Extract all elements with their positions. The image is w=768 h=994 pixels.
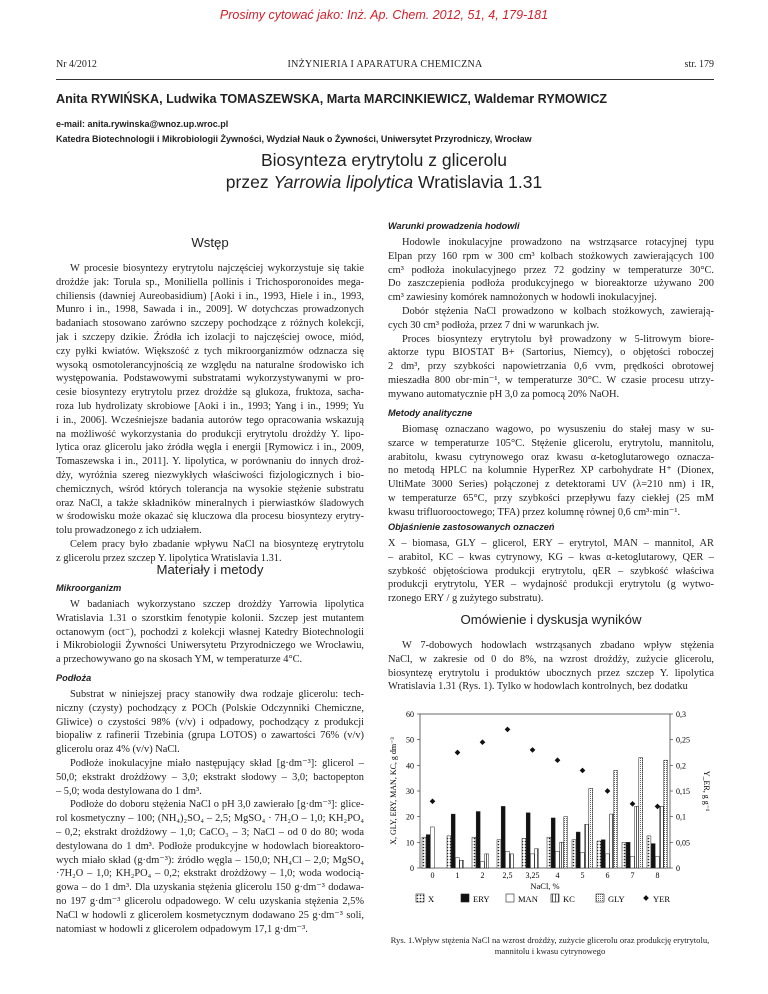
legend-label-man: MAN	[518, 894, 538, 904]
x-tick-label: 5	[580, 871, 585, 880]
bar-ery	[551, 818, 555, 868]
legend-swatch-yer	[643, 895, 649, 901]
text-line: badaniach stosowano zarówno szczepy pochodzące z różnych kolekcji,	[56, 318, 364, 330]
text-line: jak i szczepy dzikie. Źródła ich izolacji to najczęściej owoce, miód,	[56, 331, 364, 343]
heading-wstep: Wstęp	[191, 235, 229, 250]
marker-yer	[455, 750, 461, 756]
heading-warunki: Warunki prowadzenia hodowli	[388, 221, 520, 231]
marker-yer	[480, 739, 486, 745]
text-line: Elpan przy 160 rpm w 300 cm³ kolbach stożkowych zawierających 100	[388, 250, 714, 262]
y-tick-label-left: 0	[410, 864, 414, 873]
text-line: chemicznych, wśród których tolerancja na wysokie stężenie substratu	[56, 483, 364, 495]
bar-man	[555, 851, 559, 868]
text-line: w środowisku może okazać się kluczowa dla procesu biosyntezy erytry-	[56, 511, 364, 523]
bar-man	[605, 854, 609, 868]
objasnienie-body	[388, 537, 714, 606]
issue-number: Nr 4/2012	[56, 59, 97, 70]
bar-ery	[501, 806, 505, 868]
y-tick-label-left: 20	[406, 812, 414, 822]
text-line: czy pyłki kwiatów. Większość z tych mikroorganizmów odznacza się	[56, 345, 364, 357]
y-axis-label-right: Y_ER, g g⁻¹	[702, 770, 711, 812]
text-line: gowa – do 1 dm³. Dla uzyskania stężenia glicerolu 150 g·dm⁻³ dodawa-	[56, 882, 364, 894]
text-line: glicerolu oraz 4% (v/v) NaCl.	[56, 744, 180, 756]
text-line: cesie biosyntezy erytrytolu przez drożdże są glukoza, fruktoza, sacha-	[56, 387, 364, 399]
bar-kc	[610, 814, 614, 868]
text-line: biosyntezę erytrytolu i produktów ubocznych przez szczep Y. lipolytica	[388, 667, 714, 679]
text-line: destylowana do 1 dm³. Podłoże produkcyjne w hodowlach bioreaktoro-	[56, 840, 364, 852]
warunki-body	[388, 236, 714, 402]
bar-man	[630, 856, 634, 868]
bar-ery	[576, 832, 580, 868]
bar-kc	[560, 842, 564, 868]
title-line-2: przez Yarrowia lipolytica Wratislavia 1.31	[225, 172, 543, 192]
text-line: Podłoże inokulacyjne miało następujący skład [g·dm⁻³]: glicerol –	[70, 757, 364, 769]
bar-man	[655, 856, 659, 868]
email: e-mail: anita.rywinska@wnoz.up.wroc.pl	[56, 119, 229, 129]
text-line: niczny (czysty) pochodzący z POCh (Polskie Odczynniki Chemiczne,	[56, 702, 364, 714]
legend-swatch-x	[416, 894, 424, 902]
bar-gly	[614, 770, 618, 868]
legend-swatch-gly	[596, 894, 604, 902]
bar-ery	[476, 812, 480, 868]
text-line: – 5,0; woda destylowana do 1 dm³.	[56, 785, 202, 797]
text-line: lytica oraz glicerolu jako źródła węgla i energii [Rymowicz i in., 2009,	[56, 442, 364, 454]
text-line: Munro i in., 1998, Sawada i in., 2009]. W dotychczas prowadzonych	[56, 304, 364, 316]
chart-figure	[380, 708, 718, 934]
y-tick-label-right: 0	[676, 864, 680, 873]
text-line: Do zaszczepienia podłoża produkcyjnego w bioreaktorze używano 200	[388, 278, 714, 290]
x-tick-label: 7	[630, 871, 635, 880]
text-line: aktorze typu BIOSTAT B+ (Sartorius, Niemcy), o objętości roboczej	[388, 347, 714, 359]
text-line: X – biomasa, GLY – glicerol, ERY – erytrytol, MAN – mannitol, AR	[388, 538, 714, 549]
marker-yer	[630, 801, 636, 807]
bar-x	[422, 837, 426, 868]
y-tick-label-right: 0,2	[676, 761, 686, 771]
bar-x	[497, 840, 501, 868]
text-line: NaCl w hodowli z glicerolem kosmetycznym dodawano 25 g·dm⁻³ soli,	[56, 909, 364, 921]
text-line: 2 dm³, przy szybkości napowietrzania 0,6 vvm, prędkości obrotowej	[388, 361, 714, 373]
heading-omowienie: Omówienie i dyskusja wyników	[460, 612, 642, 627]
text-line: Gliwice) o czystości 98% (v/v) i odpadowy, pochodzący z produkcji	[56, 716, 364, 728]
legend-swatch-man	[506, 894, 514, 902]
y-tick-label-right: 0,25	[676, 735, 690, 745]
text-line: – arabitol, KC – kwas cytrynowy, KG – kwas α-ketoglutarowy, QER –	[388, 551, 714, 563]
text-line: wysoką osmotolerancyjnością ze względu na naturalne środowisko ich	[56, 359, 364, 371]
citation-banner: Prosimy cytować jako: Inż. Ap. Chem. 2012, 51, 4, 179-181	[219, 8, 549, 22]
y-tick-label-right: 0,05	[676, 838, 690, 848]
text-line: 50,0; ekstrakt drożdżowy – 3,0; ekstrakt słodowy – 3,0; bactopepton	[56, 771, 364, 783]
heading-mikroorganizm: Mikroorganizm	[56, 583, 122, 593]
text-line: W badaniach wykorzystano szczep drożdży Yarrowia lipolytica	[70, 599, 364, 610]
bar-kc	[535, 849, 539, 868]
y-tick-label-right: 0,15	[676, 787, 690, 796]
marker-yer	[605, 788, 611, 794]
marker-yer	[430, 798, 436, 804]
text-line: na możliwość wykorzystania do produkcji erytrytolu drożdży Y. lipo-	[56, 428, 364, 440]
text-line: Substrat w niniejszej pracy stanowiły dwa rodzaje glicerolu: tech-	[70, 689, 364, 700]
bar-gly	[639, 758, 643, 868]
bar-ery	[426, 835, 430, 868]
x-tick-label: 2,5	[502, 871, 513, 880]
x-tick-label: 3,25	[525, 871, 540, 880]
text-line: rol kosmetyczny – 100; (NH₄)₂SO₄ – 2,5; MgSO₄ · 7H₂O – 1,0; KH₂PO₄	[56, 813, 364, 825]
text-line: no 197 g·dm⁻³ glicerolu odpadowego. W celu uzyskania stężenia 2,5%	[56, 895, 364, 907]
bar-x	[622, 842, 626, 868]
text-line: szarce w temperaturze 105°C. Stężenie glicerolu, erytrytolu, mannitolu,	[388, 437, 714, 449]
text-line: z glicerolu przez szczep Y. lipolytica Wratislavia 1.31.	[56, 552, 282, 564]
text-line: cm³ zawiesiny komórek namnożonych w hodowli inokulacyjnej.	[388, 292, 657, 304]
text-line: cm³ podłoża inokulacyjnego przez 72 godziny w temperaturze 30°C.	[388, 264, 714, 276]
bar-man	[530, 854, 534, 868]
bar-man	[580, 853, 584, 868]
text-line: rzonego ERY / g zużytego substratu).	[388, 593, 544, 605]
bar-man	[430, 827, 434, 868]
text-line: NaCl, w zakresie od 0 do 8%, na wzrost drożdży, zużycie glicerolu,	[388, 653, 714, 665]
bar-x	[597, 841, 601, 868]
text-line: natomiast w hodowli z glicerolem odpadowym 17,1 g·dm⁻³.	[56, 923, 308, 935]
bar-kc	[510, 854, 514, 868]
legend-label-gly: GLY	[608, 894, 625, 904]
heading-materialy: Materiały i metody	[156, 562, 264, 577]
section-wstep	[56, 236, 364, 250]
podloza-body	[56, 688, 364, 936]
legend-swatch-kc	[551, 894, 559, 902]
bar-ery	[651, 844, 655, 868]
x-axis-label: NaCl, %	[530, 881, 560, 891]
bar-x	[547, 837, 551, 868]
y-tick-label-left: 10	[406, 838, 414, 848]
bar-kc	[635, 806, 639, 868]
bar-x	[522, 838, 526, 868]
text-line: mywano automatycznie pH 3,0 za pomocą 20% NaOH.	[388, 388, 620, 400]
text-line: W 7-dobowych hodowlach wstrząsanych zbadano wpływ stężenia	[402, 640, 714, 651]
text-line: Wratislavia 1.31 o szorstkim fenotypie kolonii. Szczep jest mutantem	[56, 612, 364, 624]
text-line: Podłoże do doboru stężenia NaCl o pH 3,0 zawierało [g·dm⁻³]: glice-	[70, 799, 364, 811]
x-tick-label: 0	[430, 871, 435, 880]
text-line: produkcji erytrytolu, YER – wydajność produkcji erytrytolu (g wytwo-	[388, 579, 714, 591]
marker-yer	[555, 757, 561, 763]
y-tick-label-left: 40	[406, 761, 414, 771]
text-line: Hodowle inokulacyjne prowadzono na wstrząsarce rotacyjnej typu	[402, 237, 714, 248]
text-line: biopaliw z rafinerii Trzebinia (grupa LOTOS) o zawartości 76% (v/v)	[56, 730, 364, 742]
text-line: Biomasę oznaczano wagowo, po wysuszeniu do stałej masy w su-	[402, 424, 714, 435]
bar-man	[480, 862, 484, 868]
bar-ery	[451, 814, 455, 868]
x-tick-label: 2	[480, 871, 485, 880]
text-line: Celem pracy było zbadanie wpływu NaCl na biosyntezę erytrytolu	[70, 538, 364, 550]
x-tick-label: 4	[555, 871, 560, 880]
bar-x	[472, 837, 476, 868]
text-line: dży, wyróżnia szereg niezwykłych właściwości fizjologicznych i bio-	[56, 469, 364, 481]
bar-ery	[601, 840, 605, 868]
text-line: drożdże jak: Torula sp., Moniliella pollinis i Trichosporonoides mega-	[56, 276, 364, 288]
text-line: Tomaszewska i in., 2011]. Y. lipolytica, w porównaniu do innych droż-	[56, 456, 364, 468]
text-line: octanowym (oct⁻), pochodzi z kolekcji własnej Katedry Biotechnologii	[56, 626, 364, 638]
text-line: chiliensis (dawniej Aureobasidium) [Aoki i in., 1993, Hiele i in., 1993,	[56, 290, 364, 302]
page-number: str. 179	[684, 59, 714, 70]
x-tick-label: 1	[455, 871, 460, 880]
bar-ery	[526, 813, 530, 868]
legend-label-ery: ERY	[473, 894, 490, 904]
y-axis-label-left: X, GLY, ERY, MAN, KC, g dm⁻³	[389, 737, 398, 845]
text-line: arabitolu, kwasu cytrynowego oraz kwasu α-ketoglutarowego oznacza-	[388, 451, 714, 463]
x-tick-label: 6	[605, 871, 610, 880]
text-line: W procesie biosyntezy erytrytolu najczęściej wykorzystuje się takie	[70, 263, 364, 274]
bar-kc	[660, 806, 664, 868]
text-line: wych miało skład (g·dm⁻³): źródło węgla – 150,0; NH₄Cl – 2,0; MgSO₄	[56, 854, 364, 866]
text-line: roza lub hydrolizaty skrobiowe [Aoki i in., 1993; Yang i in., 1999; Yu	[56, 400, 364, 412]
y-tick-label-left: 50	[406, 735, 414, 745]
text-line: Wratislavia 1.31 (Rys. 1). Tylko w hodowlach kontrolnych, bez dodatku	[388, 681, 688, 693]
authors: Anita RYWIŃSKA, Ludwika TOMASZEWSKA, Marta MARCINKIEWICZ, Waldemar RYMOWICZ	[56, 92, 608, 106]
text-line: cych 30 cm³ podłoża, przez 7 dni w warunkach jw.	[388, 319, 600, 331]
text-line: i in., 2006]. Wcześniejsze badania autorów tego opracowania wskazują	[56, 414, 364, 426]
omowienie-body	[388, 639, 714, 694]
x-tick-label: 8	[655, 871, 660, 880]
bar-x	[572, 840, 576, 868]
y-tick-label-left: 60	[406, 710, 414, 719]
text-line: i Mikrobiologii Żywności Uniwersytetu Przyrodniczego we Wrocławiu,	[56, 640, 364, 652]
text-line: szybkość objętościowa produkcji erytrytolu, qER – szybkość właściwa	[388, 565, 714, 577]
marker-yer	[580, 768, 586, 774]
text-line: Dobór stężenia NaCl prowadzono w kolbach stożkowych, zawierają-	[402, 305, 714, 317]
metody-body	[388, 423, 714, 520]
journal-name: INŻYNIERIA I APARATURA CHEMICZNA	[287, 59, 483, 70]
legend-label-yer: YER	[653, 894, 670, 904]
text-line: a przechowywano go na skosach YM, w temperaturze 4°C.	[56, 654, 303, 666]
text-line: – 0,2; ekstrakt drożdżowy – 1,0; CaCO₃ – 3; NaCl – od 0 do 80; woda	[56, 826, 364, 838]
text-line: kwasu trifluorooctowego; TFA) przez kolumnę równej 0,6 cm³·min⁻¹.	[388, 506, 681, 518]
legend-label-x: X	[428, 894, 435, 904]
title-line-1: Biosynteza erytrytolu z glicerolu	[260, 150, 508, 170]
text-line: w temperaturze 65°C, przy szybkości przepływu fazy ciekłej (25 mM	[388, 492, 714, 504]
wstep-body	[56, 262, 364, 566]
bar-gly	[664, 760, 668, 868]
text-line: no metodą HPLC na kolumnie HyperRez XP carbohydrate H⁺ (Dionex,	[388, 465, 714, 477]
text-line: występowania. Podstawowymi substratami wykorzystywanymi w pro-	[56, 373, 364, 385]
text-line: ·7H₂O – 1,0; KH₂PO₄ – 0,2; ekstrakt drożdżowy – 1,0; woda wodocią-	[56, 868, 364, 880]
y-tick-label-right: 0,1	[676, 812, 686, 822]
heading-podloza: Podłoża	[56, 673, 92, 683]
bar-gly	[564, 817, 568, 868]
bar-x	[647, 836, 651, 868]
text-line: Proces biosyntezy erytrytolu był prowadzony w 5-litrowym biore-	[402, 333, 714, 345]
text-line: mieszadła 800 obr·min⁻¹, w temperaturze 30°C. W czasie procesu utrzy-	[388, 374, 714, 386]
affiliation: Katedra Biotechnologii i Mikrobiologii Żywności, Wydział Nauk o Żywności, Uniwersytet Przyrodniczy, Wrocław	[56, 134, 532, 144]
bar-kc	[485, 854, 489, 868]
bar-man	[455, 858, 459, 868]
marker-yer	[530, 747, 536, 753]
figure-caption: Rys. 1.Wpływ stężenia NaCl na wzrost drożdży, zużycie glicerolu oraz produkcję erytrytolu, mannitolu i kwasu cytrynowego	[390, 935, 710, 956]
text-line: tolu prowadzonego z ich udziałem.	[56, 525, 202, 537]
text-line: UltiMate 3000 Series) połączonej z detektorami UV (λ=210 nm) i IR,	[388, 479, 714, 491]
bar-kc	[460, 860, 464, 868]
bar-ery	[626, 842, 630, 868]
heading-metody: Metody analityczne	[388, 408, 473, 418]
bar-man	[505, 851, 509, 868]
text-line: oraz NaCl, a także składników mineralnych i pierwiastków śladowych	[56, 497, 364, 509]
y-tick-label-right: 0,3	[676, 710, 686, 719]
bar-kc	[585, 824, 589, 868]
legend-swatch-ery	[461, 894, 469, 902]
y-tick-label-left: 30	[406, 787, 414, 796]
heading-objasnienie: Objaśnienie zastosowanych oznaczeń	[388, 522, 555, 532]
plot-frame	[420, 714, 670, 868]
bar-x	[447, 836, 451, 868]
header-rule	[56, 79, 714, 80]
marker-yer	[505, 727, 511, 733]
legend-label-kc: KC	[563, 894, 575, 904]
mikro-body	[56, 598, 364, 667]
bar-gly	[589, 788, 593, 868]
